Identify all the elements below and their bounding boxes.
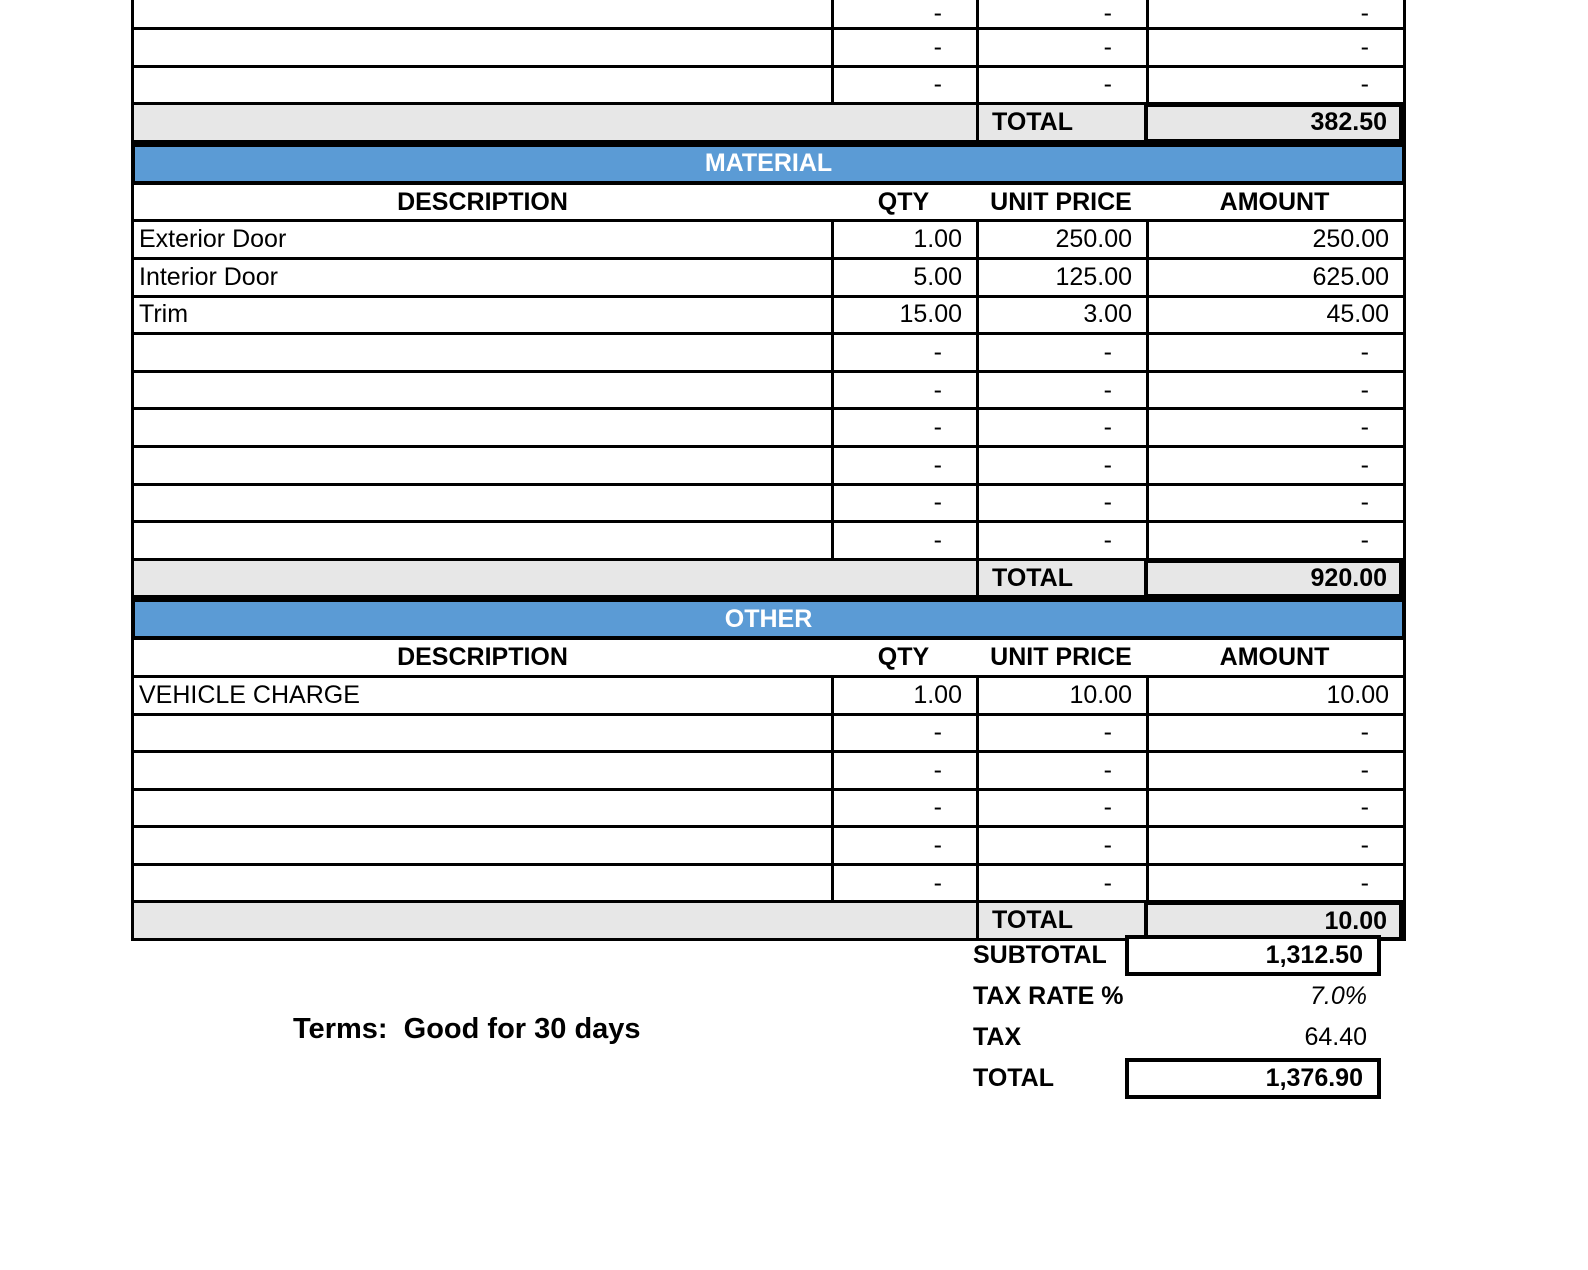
cell-unit-price[interactable]: - [976, 335, 1146, 370]
table-row [131, 716, 1406, 754]
labor-total-value[interactable]: 382.50 [1144, 103, 1403, 143]
cell-description[interactable]: VEHICLE CHARGE [139, 680, 360, 709]
cell-amount[interactable]: - [1146, 828, 1403, 863]
cell-qty[interactable]: - [831, 0, 976, 27]
cell-unit-price[interactable]: - [976, 716, 1146, 751]
cell-amount[interactable]: - [1146, 30, 1403, 65]
table-row [131, 30, 1406, 68]
cell-unit-price[interactable]: - [976, 486, 1146, 521]
table-row [131, 866, 1406, 904]
cell-description[interactable]: Interior Door [139, 262, 278, 291]
grand-total-value[interactable]: 1,376.90 [1125, 1058, 1381, 1099]
cell-qty[interactable]: 15.00 [831, 298, 976, 333]
cell-description[interactable] [134, 791, 828, 826]
cell-unit-price[interactable]: - [976, 791, 1146, 826]
cell-unit-price[interactable]: - [976, 866, 1146, 901]
other-column-headers [131, 640, 1406, 678]
cell-qty[interactable]: 5.00 [831, 260, 976, 295]
cell-unit-price[interactable]: - [976, 523, 1146, 558]
cell-description[interactable] [134, 373, 828, 408]
grand-total-label: TOTAL [973, 1064, 1055, 1092]
cell-qty[interactable]: - [831, 448, 976, 483]
cell-amount[interactable]: 10.00 [1146, 678, 1403, 713]
cell-description[interactable]: Exterior Door [139, 225, 287, 254]
table-row [131, 791, 1406, 829]
cell-amount[interactable]: - [1146, 68, 1403, 103]
cell-description[interactable] [134, 828, 828, 863]
subtotal-label: SUBTOTAL [973, 941, 1107, 969]
table-row [131, 298, 1406, 336]
header-description: DESCRIPTION [397, 643, 568, 672]
estimate-sheet [131, 0, 1406, 941]
header-qty: QTY [877, 643, 930, 672]
cell-unit-price[interactable]: - [976, 753, 1146, 788]
material-section-header: MATERIAL [131, 143, 1406, 185]
subtotal-row [958, 935, 1410, 976]
tax-rate-value[interactable]: 7.0% [1310, 982, 1367, 1010]
cell-unit-price[interactable]: - [976, 448, 1146, 483]
tax-label: TAX [973, 1023, 1022, 1051]
cell-amount[interactable]: - [1146, 716, 1403, 751]
table-row [131, 222, 1406, 260]
cell-description[interactable] [134, 30, 828, 65]
cell-amount[interactable]: - [1146, 791, 1403, 826]
table-row [131, 335, 1406, 373]
cell-description[interactable] [134, 753, 828, 788]
labor-total-row [131, 105, 1406, 143]
table-row [131, 678, 1406, 716]
cell-amount[interactable]: 250.00 [1146, 222, 1403, 257]
cell-description[interactable] [134, 0, 828, 27]
tax-row [958, 1017, 1410, 1058]
material-column-headers [131, 185, 1406, 223]
header-description: DESCRIPTION [397, 187, 568, 216]
header-qty: QTY [877, 187, 930, 216]
total-label: TOTAL [976, 903, 1146, 938]
grand-total-row [958, 1058, 1410, 1099]
cell-amount[interactable]: - [1146, 866, 1403, 901]
cell-amount[interactable]: - [1146, 335, 1403, 370]
cell-amount[interactable]: - [1146, 753, 1403, 788]
cell-unit-price[interactable]: - [976, 30, 1146, 65]
cell-qty[interactable]: 1.00 [831, 222, 976, 257]
cell-qty[interactable]: - [831, 791, 976, 826]
cell-qty[interactable]: 1.00 [831, 678, 976, 713]
cell-description[interactable] [134, 335, 828, 370]
cell-unit-price[interactable]: 250.00 [976, 222, 1146, 257]
header-unit-price: UNIT PRICE [990, 643, 1132, 672]
cell-unit-price[interactable]: 3.00 [976, 298, 1146, 333]
cell-qty[interactable]: - [831, 523, 976, 558]
cell-qty[interactable]: - [831, 716, 976, 751]
other-section-header: OTHER [131, 598, 1406, 640]
cell-unit-price[interactable]: - [976, 0, 1146, 27]
table-row [131, 828, 1406, 866]
table-row [131, 410, 1406, 448]
table-row [131, 0, 1406, 30]
cell-qty[interactable]: - [831, 30, 976, 65]
cell-qty[interactable]: - [831, 828, 976, 863]
header-amount: AMOUNT [1219, 643, 1330, 672]
cell-description[interactable] [134, 866, 828, 901]
cell-description[interactable] [134, 486, 828, 521]
cell-unit-price[interactable]: - [976, 373, 1146, 408]
cell-qty[interactable]: - [831, 335, 976, 370]
cell-qty[interactable]: - [831, 866, 976, 901]
cell-description[interactable]: Trim [139, 300, 189, 329]
table-row [131, 68, 1406, 106]
table-row [131, 260, 1406, 298]
cell-description[interactable] [134, 716, 828, 751]
cell-amount[interactable]: - [1146, 373, 1403, 408]
cell-unit-price[interactable]: 125.00 [976, 260, 1146, 295]
cell-amount[interactable]: - [1146, 448, 1403, 483]
cell-description[interactable] [134, 410, 828, 445]
header-unit-price: UNIT PRICE [990, 187, 1132, 216]
tax-value[interactable]: 64.40 [1304, 1023, 1367, 1051]
cell-qty[interactable]: - [831, 68, 976, 103]
total-label: TOTAL [976, 105, 1146, 140]
cell-description[interactable] [134, 68, 828, 103]
cell-unit-price[interactable]: - [976, 410, 1146, 445]
cell-unit-price[interactable]: 10.00 [976, 678, 1146, 713]
cell-description[interactable] [134, 523, 828, 558]
cell-unit-price[interactable]: - [976, 68, 1146, 103]
cell-qty[interactable]: - [831, 486, 976, 521]
table-row [131, 523, 1406, 561]
terms-text: Terms: Good for 30 days [293, 1013, 641, 1045]
cell-description[interactable] [134, 448, 828, 483]
cell-qty[interactable]: - [831, 410, 976, 445]
cell-amount[interactable]: 625.00 [1146, 260, 1403, 295]
other-total-value[interactable]: 10.00 [1144, 901, 1403, 941]
subtotal-value[interactable]: 1,312.50 [1125, 935, 1381, 976]
material-total-row [131, 561, 1406, 599]
total-label: TOTAL [976, 561, 1146, 596]
cell-unit-price[interactable]: - [976, 828, 1146, 863]
cell-amount[interactable]: - [1146, 523, 1403, 558]
table-row [131, 373, 1406, 411]
tax-rate-label: TAX RATE % [973, 982, 1124, 1010]
summary-block [958, 935, 1410, 1099]
material-total-value[interactable]: 920.00 [1144, 559, 1403, 599]
table-row [131, 448, 1406, 486]
header-amount: AMOUNT [1219, 187, 1330, 216]
cell-amount[interactable]: - [1146, 486, 1403, 521]
table-row [131, 486, 1406, 524]
cell-amount[interactable]: - [1146, 0, 1403, 27]
cell-qty[interactable]: - [831, 373, 976, 408]
cell-qty[interactable]: - [831, 753, 976, 788]
cell-amount[interactable]: 45.00 [1146, 298, 1403, 333]
tax-rate-row [958, 976, 1410, 1017]
cell-amount[interactable]: - [1146, 410, 1403, 445]
table-row [131, 753, 1406, 791]
